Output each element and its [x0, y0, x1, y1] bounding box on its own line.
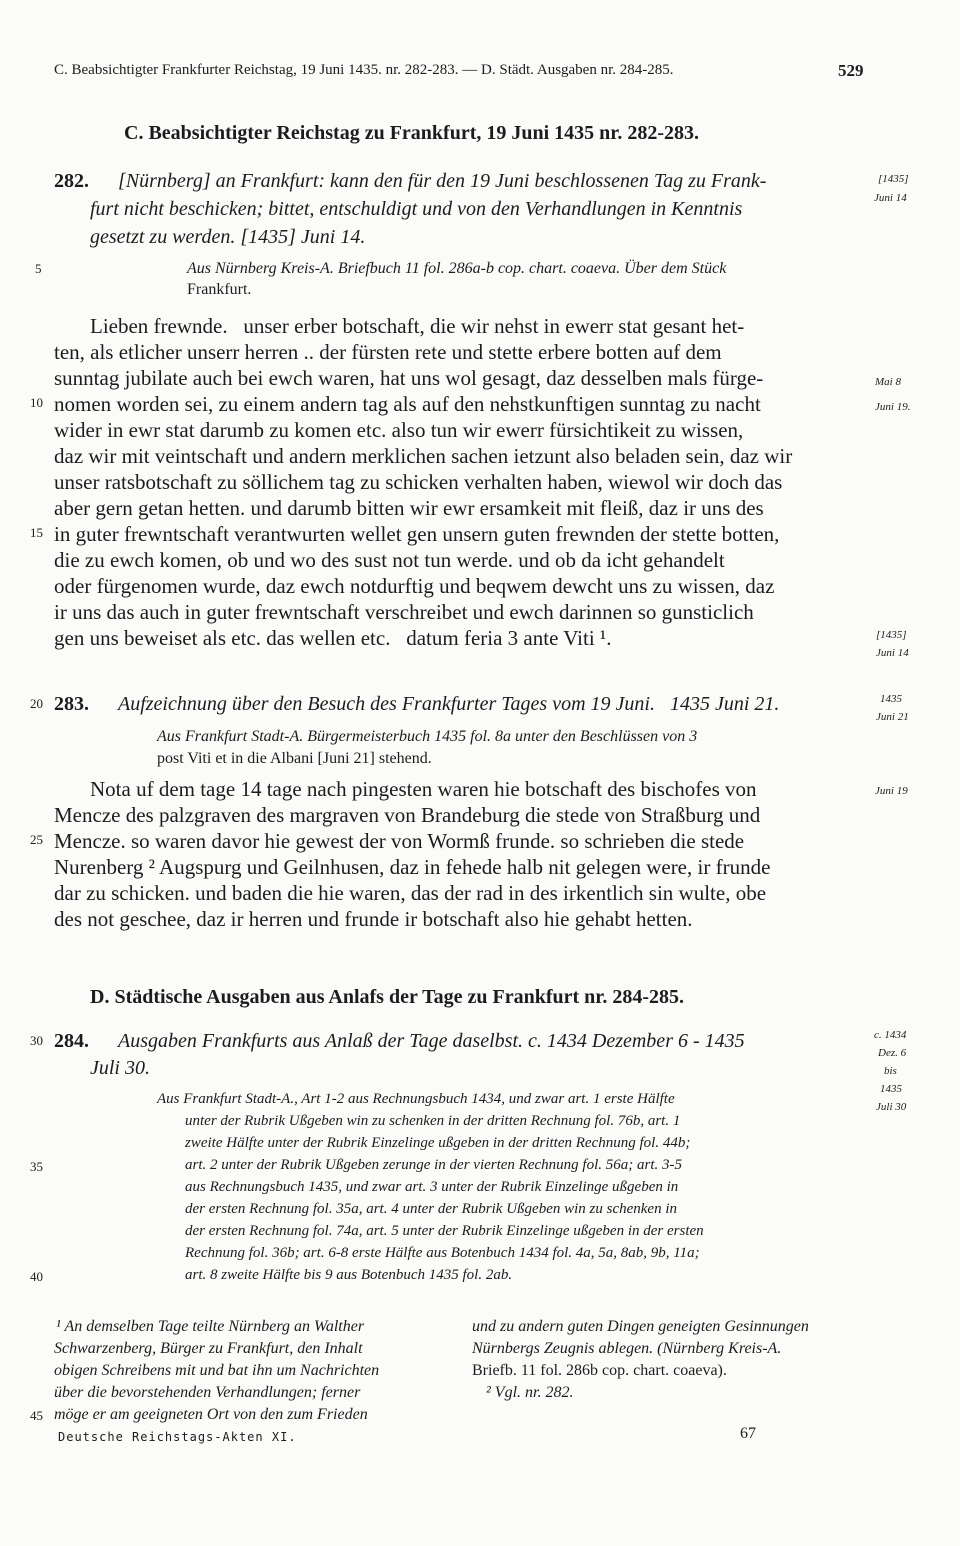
doc-283-source: post Viti et in die Albani [Juni 21] stehend.	[157, 750, 432, 767]
doc-282-text-line: nomen worden sei, zu einem andern tag als auf den nehstkunftigen sunntag zu nacht	[54, 392, 761, 416]
doc-282-text-line: sunntag jubilate auch bei ewch waren, hat uns wol gesagt, daz desselben mals fürge-	[54, 366, 764, 390]
doc-284-source-line: art. 8 zweite Hälfte bis 9 aus Botenbuch 1435 fol. 2ab.	[185, 1267, 513, 1283]
doc-283-number: 283.	[54, 693, 89, 715]
doc-282-source: Frankfurt.	[187, 281, 252, 298]
doc-284-margin-date: Dez. 6	[878, 1047, 907, 1059]
line-number: 30	[30, 1033, 43, 1048]
footnote-left-line: über die bevorstehenden Verhandlungen; ferner	[54, 1384, 361, 1401]
doc-284-regest-line: Ausgaben Frankfurts aus Anlaß der Tage daselbst. c. 1434 Dezember 6 - 1435	[118, 1030, 745, 1052]
doc-283-text-line: Nota uf dem tage 14 tage nach pingesten waren hie botschaft des bischofes von	[90, 777, 757, 801]
doc-282-text-line: gen uns beweiset als etc. das wellen etc. datum feria 3 ante Viti ¹.	[54, 626, 612, 650]
doc-282-text-line: die zu ewch komen, ob und wo des sust not tun werde. und ob da icht gehandelt	[54, 548, 725, 572]
doc-282-number: 282.	[54, 170, 89, 192]
line-number: 20	[30, 696, 43, 711]
footnote-right-line: Nürnbergs Zeugnis ablegen. (Nürnberg Kreis-A.	[472, 1340, 782, 1357]
line-number: 15	[30, 525, 43, 540]
doc-282-end-date: [1435]	[876, 629, 907, 641]
running-head: C. Beabsichtigter Frankfurter Reichstag, 19 Juni 1435. nr. 282-283. — D. Städt. Ausgaben nr. 284-285.	[54, 62, 674, 78]
doc-282-text-line: unser ratsbotschaft zu söllichem tag zu schicken verhalten haben, wiewol wir doch das	[54, 470, 783, 494]
doc-283-source: Aus Frankfurt Stadt-A. Bürgermeisterbuch 1435 fol. 8a unter den Beschlüssen von 3	[157, 728, 698, 745]
line-number: 35	[30, 1159, 43, 1174]
margin-date-juni-19: Juni 19.	[875, 401, 911, 413]
footnote-left-line: obigen Schreibens mit und bat ihn um Nachrichten	[54, 1362, 380, 1379]
footnote-left-line: möge er am geeigneten Ort von den zum Frieden	[54, 1406, 368, 1423]
section-c-heading: C. Beabsichtigter Reichstag zu Frankfurt, 19 Juni 1435 nr. 282-283.	[124, 122, 699, 144]
footnote-left-line: ¹ An demselben Tage teilte Nürnberg an Walther	[56, 1318, 365, 1335]
doc-282-source: Aus Nürnberg Kreis-A. Briefbuch 11 fol. 286a-b cop. chart. coaeva. Über dem Stück	[187, 260, 727, 277]
doc-284-source-line: art. 2 unter der Rubrik Ußgeben zerunge in der vierten Rechnung fol. 56a; art. 3-5	[185, 1157, 682, 1173]
doc-282-margin-date: Juni 14	[874, 192, 907, 204]
doc-283-text-line: Nurenberg ² Augspurg und Geilnhusen, daz in fehede halb nit gelegen were, ir frunde	[54, 855, 771, 879]
doc-282-text-line: aber gern getan hetten. und darumb bitten wir ewr ersamkeit mit fleiß, daz ir uns des	[54, 496, 764, 520]
line-number: 10	[30, 395, 43, 410]
doc-283-text-line: dar zu schicken. und baden die hie waren, das der rad in des irkentlich sin wulte, obe	[54, 881, 767, 905]
doc-282-text-line: ten, als etlicher unserr herren .. der fürsten rete und stette erbere botten auf dem	[54, 340, 722, 364]
doc-284-source-line: unter der Rubrik Ußgeben win zu schenken in der dritten Rechnung fol. 76b, art. 1	[185, 1113, 681, 1129]
sheet-number: 67	[740, 1425, 756, 1442]
doc-282-regest-line: [Nürnberg] an Frankfurt: kann den für den 19 Juni beschlossenen Tag zu Frank-	[118, 170, 767, 192]
doc-282-text-line: ir uns das auch in guter frewntschaft verschreibet und ewch darinnen so gunsticlich	[54, 600, 754, 624]
footnote-right-line: Briefb. 11 fol. 286b cop. chart. coaeva).	[472, 1362, 727, 1379]
doc-284-regest-line: Juli 30.	[90, 1057, 150, 1079]
doc-282-regest-line: gesetzt zu werden. [1435] Juni 14.	[90, 226, 366, 248]
doc-284-margin-date: bis	[884, 1065, 897, 1077]
doc-284-source-line: Rechnung fol. 36b; art. 6-8 erste Hälfte aus Botenbuch 1434 fol. 4a, 5a, 8ab, 9b, 11a;	[185, 1245, 700, 1261]
footnote-right-line: ² Vgl. nr. 282.	[486, 1384, 574, 1401]
line-number: 45	[30, 1408, 43, 1423]
doc-283-margin-date: 1435	[880, 693, 902, 705]
doc-284-source-line: aus Rechnungsbuch 1435, und zwar art. 3 unter der Rubrik Einzelinge ußgeben in	[185, 1179, 679, 1195]
footnote-left-line: Schwarzenberg, Bürger zu Frankfurt, den Inhalt	[54, 1340, 363, 1357]
doc-282-regest-line: furt nicht beschicken; bittet, entschuldigt und von den Verhandlungen in Kenntnis	[90, 198, 743, 220]
signature-line: Deutsche Reichstags-Akten XI.	[58, 1430, 297, 1444]
doc-284-source-line: Aus Frankfurt Stadt-A., Art 1-2 aus Rechnungsbuch 1434, und zwar art. 1 erste Hälfte	[157, 1091, 675, 1107]
doc-283-text-line: Mencze. so waren davor hie gewest der von Wormß frunde. so schrieben die stede	[54, 829, 745, 853]
margin-date-mai-8: Mai 8	[875, 376, 901, 388]
doc-284-margin-date: Juli 30	[876, 1101, 907, 1113]
doc-282-text-line: Lieben frewnde. unser erber botschaft, die wir nehst in ewerr stat gesant het-	[90, 314, 745, 338]
doc-282-text-line: daz wir mit veintschaft und andern merklichen sachen ietzunt also beladen sein, daz wir	[54, 444, 793, 468]
doc-284-source-line: der ersten Rechnung fol. 35a, art. 4 unter der Rubrik Ußgeben win zu schenken in	[185, 1201, 677, 1217]
doc-282-text-line: in guter frewntschaft verantwurten wellet gen unsern guten frewnden der stette botten,	[54, 522, 780, 546]
doc-283-text-line: des not geschee, daz ir herren und frunde ir botschaft also hie gehabt hetten.	[54, 907, 693, 931]
footnote-right-line: und zu andern guten Dingen geneigten Gesinnungen	[472, 1318, 809, 1335]
line-number: 40	[30, 1269, 43, 1284]
doc-282-text-line: wider in ewr stat darumb zu komen etc. also tun wir ewerr fürsichtikeit zu wissen,	[54, 418, 744, 442]
line-number: 5	[35, 261, 42, 276]
doc-284-margin-date: c. 1434	[874, 1029, 907, 1041]
section-d-heading: D. Städtische Ausgaben aus Anlafs der Tage zu Frankfurt nr. 284-285.	[90, 986, 684, 1008]
doc-283-margin-date: Juni 21	[876, 711, 909, 723]
doc-284-source-line: zweite Hälfte unter der Rubrik Einzelinge ußgeben in der dritten Rechnung fol. 44b;	[185, 1135, 691, 1151]
doc-282-end-date: Juni 14	[876, 647, 909, 659]
line-number: 25	[30, 832, 43, 847]
doc-284-margin-date: 1435	[880, 1083, 902, 1095]
doc-284-number: 284.	[54, 1030, 89, 1052]
doc-283-margin-note: Juni 19	[875, 785, 908, 797]
doc-282-text-line: oder fürgenomen wurde, daz ewch notdurftig und beqwem dewcht uns zu wissen, daz	[54, 574, 775, 598]
doc-283-text-line: Mencze des palzgraven des margraven von Brandeburg die stede von Straßburg und	[54, 803, 761, 827]
doc-283-regest: Aufzeichnung über den Besuch des Frankfurter Tages vom 19 Juni. 1435 Juni 21.	[118, 693, 780, 715]
doc-282-margin-date: [1435]	[878, 173, 909, 185]
doc-284-source-line: der ersten Rechnung fol. 74a, art. 5 unter der Rubrik Einzelinge ußgeben in der ersten	[185, 1223, 704, 1239]
page-number: 529	[838, 61, 864, 80]
